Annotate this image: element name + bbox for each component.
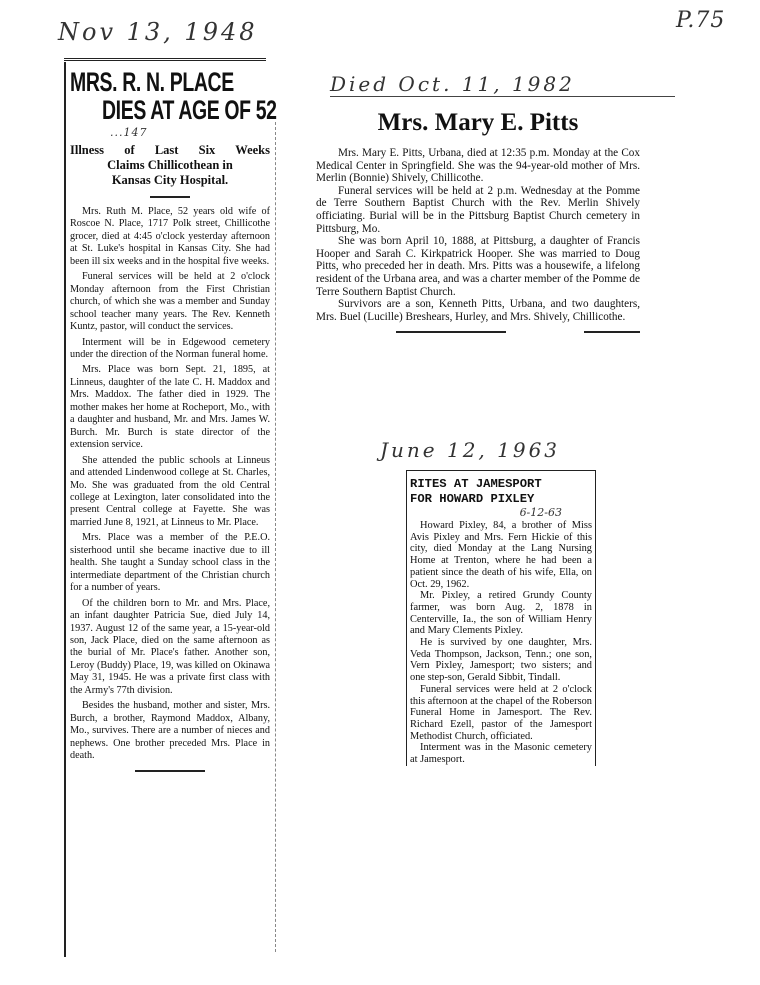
headline-line1: MRS. R. N. PLACE	[70, 67, 234, 97]
top-rule	[407, 470, 595, 471]
paragraph: Howard Pixley, 84, a brother of Miss Avis Pixley and Mrs. Fern Hickie of this city, died Monday at the Lang Nursing Home at Trenton, where he had been a patient since the death of his wife, Ella, on Oct. 29, 1962.	[410, 520, 592, 590]
article-body	[410, 520, 592, 766]
article-body	[316, 147, 640, 323]
clipping-edge	[275, 122, 276, 952]
paragraph: Of the children born to Mr. and Mrs. Place, an infant daughter Patricia Sue, died July 14, 1937. August 12 of the same year, a 15-year-old son, Jack Place, died on the same afternoon as the burial of Mr. Place's father. Another son, Leroy (Buddy) Place, 19, was killed on Okinawa May 31, 1945. He was a private first class with the Army's 77th division.	[70, 597, 270, 696]
paragraph: Mr. Pixley, a retired Grundy County farmer, was born Aug. 2, 1878 in Centerville, Ia., the son of William Henry and Mary Clements Pixley.	[410, 590, 592, 637]
paragraph: Besides the husband, mother and sister, Mrs. Burch, a brother, Raymond Maddox, Albany, Mo., survives. There are a number of nieces and nephews. One brother preceded Mrs. Place in death.	[70, 700, 270, 762]
paragraph: He is survived by one daughter, Mrs. Veda Thompson, Jackson, Tenn.; one son, Vern Pixley, Jamesport; two sisters; and one step-son, Gerald Sibbit, Tindall.	[410, 637, 592, 684]
handwritten-note: ...147	[110, 126, 148, 139]
subhead-line1: Illness of Last Six Weeks	[70, 143, 270, 157]
paragraph: Mrs. Ruth M. Place, 52 years old wife of Roscoe N. Place, 1717 Polk street, Chillicothe grocer, died at 4:45 o'clock yesterday afternoon at St. Luke's hospital in Kansas City. She had been ill six weeks and in the hospital five weeks.	[70, 206, 270, 267]
obituary-clipping-place	[64, 62, 277, 957]
top-rule	[64, 58, 266, 61]
paragraph: Interment will be in Edgewood cemetery under the direction of the Norman funeral home.	[70, 336, 270, 360]
paragraph: Funeral services will be held at 2 p.m. Wednesday at the Pomme de Terre Southern Baptist Church with the Rev. Merlin Shively officiating. Burial will be in the Pittsburg Baptist Church cemetery in Pittsburg, Mo.	[316, 184, 640, 235]
page-number-mark: P.75	[676, 8, 726, 33]
paragraph: Interment was in the Masonic cemetery at Jamesport.	[410, 742, 592, 766]
article-body	[70, 206, 270, 762]
headline-line1: RITES AT JAMESPORT	[410, 477, 542, 491]
paragraph: She was born April 10, 1888, at Pittsburg, a daughter of Francis Hooper and Sarah C. Kirkpatrick Hooper. She was married to Doug Pitts, who preceded her in death. Mrs. Pitts was a housewife, a lifelong resident of the Urbana area, and was a charter member of the Pomme de Terre Southern Baptist Church.	[316, 235, 640, 298]
subheadline	[70, 143, 270, 188]
obituary-clipping-pixley	[406, 470, 596, 766]
handwritten-date-pixley: June 12, 1963	[380, 438, 561, 462]
end-rules	[316, 327, 640, 335]
handwritten-note: 6-12-63	[519, 506, 562, 519]
handwritten-date-pitts: Died Oct. 11, 1982	[330, 72, 675, 97]
headline-line2: DIES AT AGE OF 52	[102, 95, 277, 125]
paragraph: Mrs. Mary E. Pitts, Urbana, died at 12:35 p.m. Monday at the Cox Medical Center in Springfield. She was the 94-year-old mother of Mrs. Merlin (Bonnie) Shively, Chillicothe.	[316, 147, 640, 185]
obituary-clipping-pitts	[316, 108, 640, 335]
subhead-line2: Claims Chillicothean in	[107, 158, 233, 172]
headline: Mrs. Mary E. Pitts	[377, 109, 579, 136]
end-rule	[135, 770, 205, 772]
divider	[150, 196, 190, 198]
paragraph: Funeral services will be held at 2 o'clock Monday afternoon from the First Christian church, of which she was a member and Sunday school teacher many years. The Rev. Kenneth Kuntz, pastor, will conduct the services.	[70, 271, 270, 333]
subhead-line3: Kansas City Hospital.	[111, 173, 229, 187]
handwritten-date-place: Nov 13, 1948	[58, 18, 258, 46]
paragraph: Mrs. Place was born Sept. 21, 1895, at Linneus, daughter of the late C. H. Maddox and Mrs. Maddox. The father died in 1929. The mother makes her home at Rocheport, Mo., with a daughter and husband, Mr. and Mrs. James W. Burch. Mr. Burch is state director of the extension service.	[70, 364, 270, 451]
paragraph: She attended the public schools at Linneus and attended Lindenwood college at St. Charles, Mo. She was graduated from the old Central college at Lexington, later consolidated into the present Central college at Fayette. She was married June 8, 1921, at Linneus to Mr. Place.	[70, 454, 270, 528]
paragraph: Survivors are a son, Kenneth Pitts, Urbana, and two daughters, Mrs. Buel (Lucille) Breshears, Hurley, and Mrs. Shively, Chillicothe.	[316, 298, 640, 323]
paragraph: Funeral services were held at 2 o'clock this afternoon at the chapel of the Roberson Funeral Home in Jamesport. The Rev. Richard Ezell, pastor of the Jamesport Methodist Church, officiated.	[410, 683, 592, 742]
headline-line2: FOR HOWARD PIXLEY	[410, 492, 535, 506]
paragraph: Mrs. Place was a member of the P.E.O. sisterhood until she became inactive due to ill health. She taught a Sunday school class in the intermediate department of the Christian church for a number of years.	[70, 532, 270, 594]
